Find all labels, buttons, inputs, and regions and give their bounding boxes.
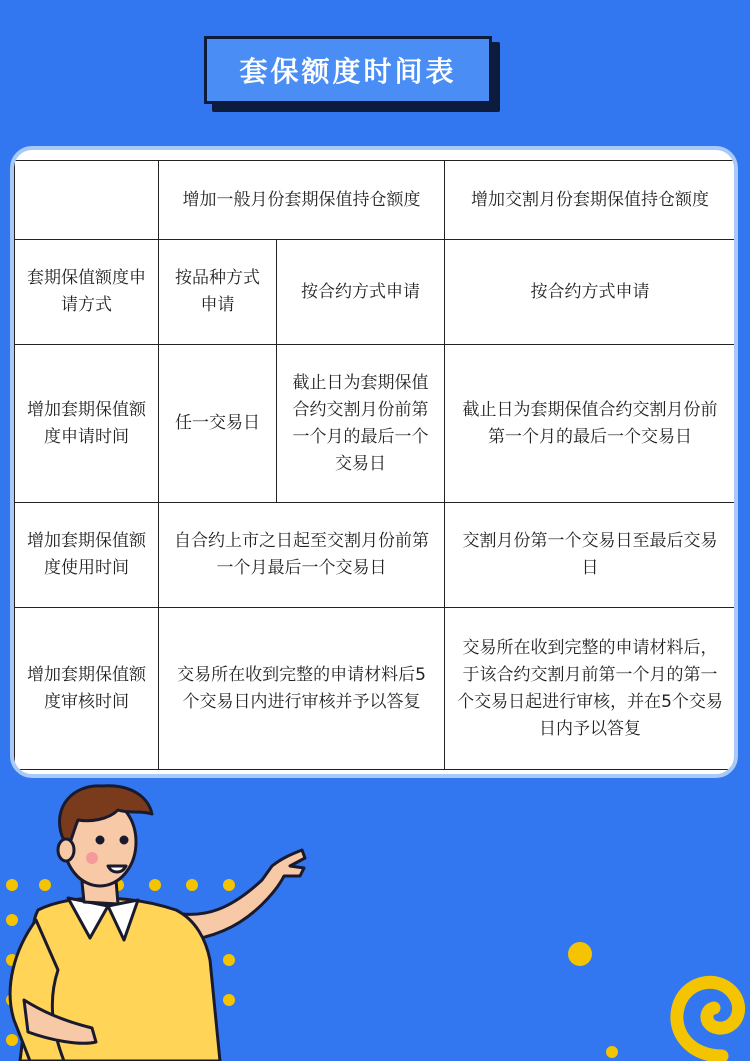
apply-method-by-variety: 按品种方式申请 — [159, 240, 277, 345]
use-time-delivery: 交割月份第一个交易日至最后交易日 — [445, 503, 736, 608]
table-corner-cell — [14, 160, 159, 240]
review-time-general: 交易所在收到完整的申请材料后5个交易日内进行审核并予以答复 — [159, 608, 445, 770]
swirl-icon — [677, 982, 739, 1056]
row-label-apply-time: 增加套期保值额度申请时间 — [14, 345, 159, 503]
yellow-circle-icon — [568, 942, 592, 966]
apply-time-delivery: 截止日为套期保值合约交割月份前第一个月的最后一个交易日 — [445, 345, 736, 503]
row-label-apply-method: 套期保值额度申请方式 — [14, 240, 159, 345]
schedule-card — [10, 146, 738, 778]
use-time-general: 自合约上市之日起至交割月份前第一个月最后一个交易日 — [159, 503, 445, 608]
decorative-illustration — [0, 770, 750, 1061]
apply-method-by-contract: 按合约方式申请 — [277, 240, 445, 345]
cartoon-man-icon — [10, 786, 305, 1061]
review-time-delivery: 交易所在收到完整的申请材料后，于该合约交割月前第一个月的第一个交易日起进行审核，并在5个交易日内予以答复 — [445, 608, 736, 770]
row-label-use-time: 增加套期保值额度使用时间 — [14, 503, 159, 608]
apply-time-deadline: 截止日为套期保值合约交割月份前第一个月的最后一个交易日 — [277, 345, 445, 503]
header-general-month: 增加一般月份套期保值持仓额度 — [159, 160, 445, 240]
header-delivery-month: 增加交割月份套期保值持仓额度 — [445, 160, 736, 240]
apply-time-any-day: 任一交易日 — [159, 345, 277, 503]
page-title: 套保额度时间表 — [204, 36, 492, 104]
row-label-review-time: 增加套期保值额度审核时间 — [14, 608, 159, 770]
schedule-table — [14, 160, 736, 770]
small-yellow-dot-icon — [606, 1046, 618, 1058]
apply-method-delivery: 按合约方式申请 — [445, 240, 736, 345]
